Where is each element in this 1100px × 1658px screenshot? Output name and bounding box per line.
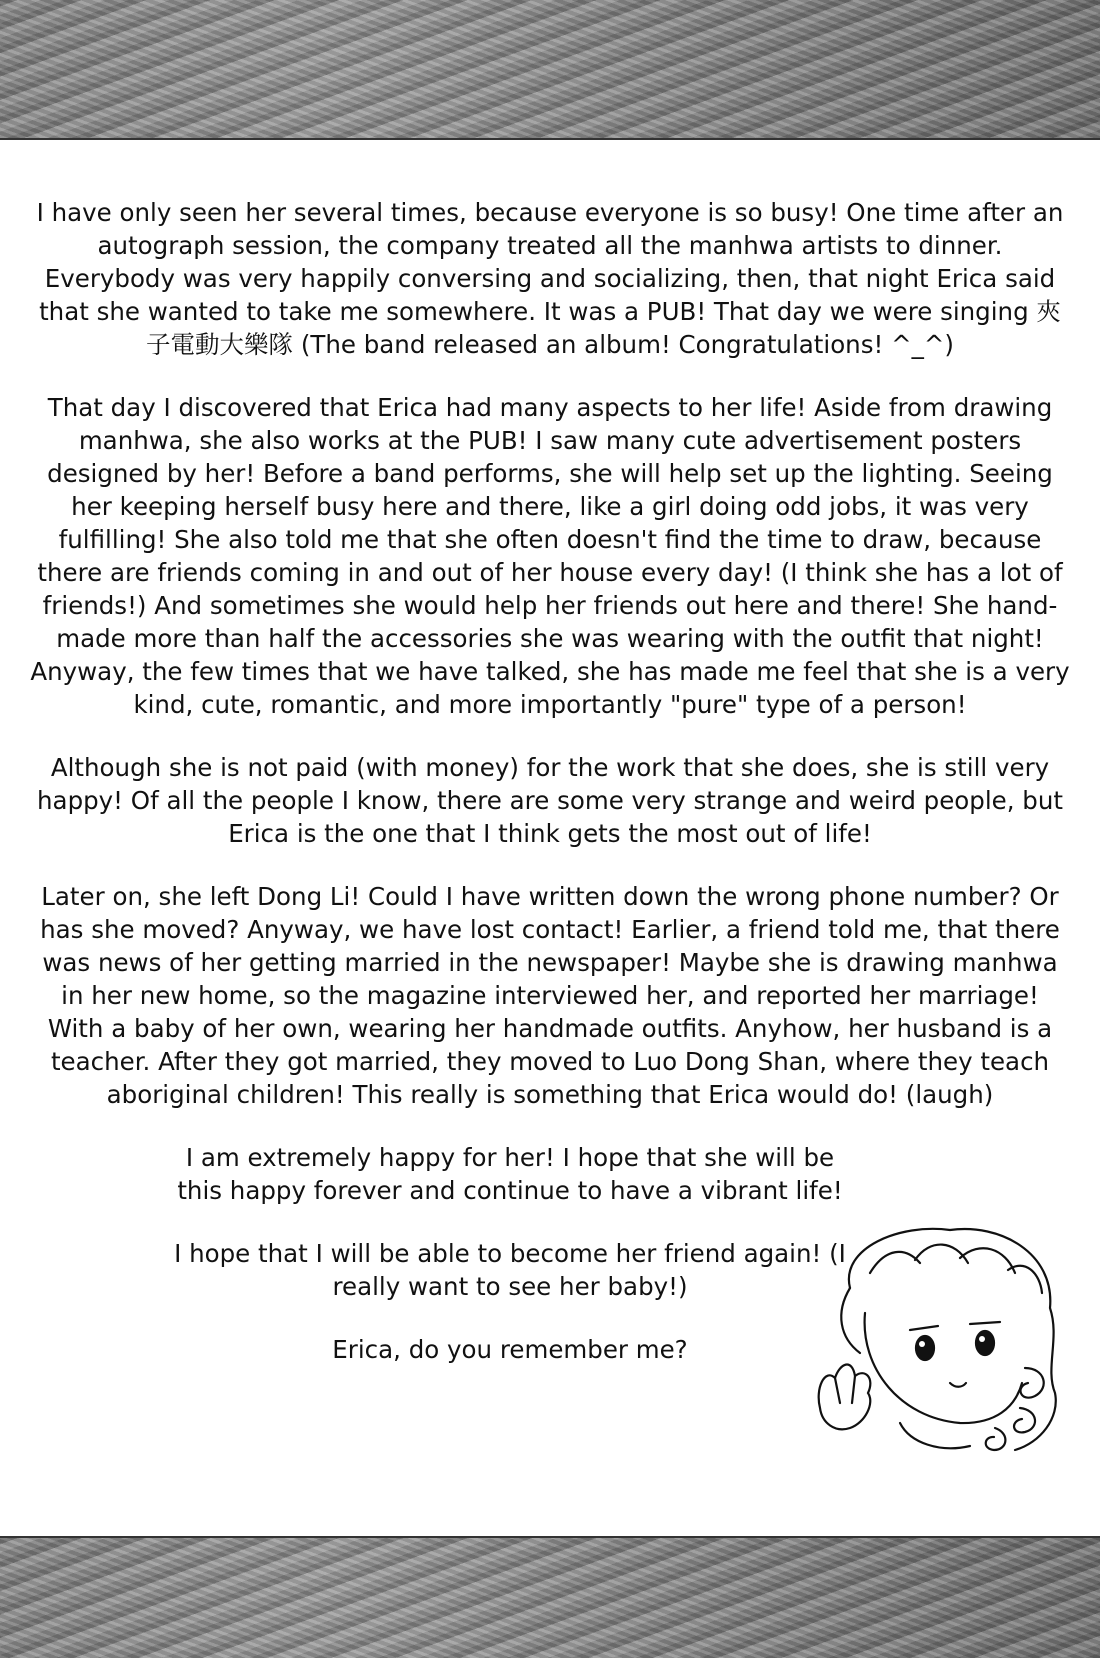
closing-paragraph-2: I hope that I will be able to become her friend again! (I really want to see her baby!) [174, 1239, 846, 1301]
closing-paragraph-3: Erica, do you remember me? [332, 1335, 688, 1364]
letter-body [30, 196, 1070, 1396]
paragraph-2: That day I discovered that Erica had many aspects to her life! Aside from drawing manhwa, she also works at the PUB! I saw many cute advertisement posters designed by her! Before a band performs, she will help set up the lighting. Seeing her keeping herself busy here and there, like a girl doing odd jobs, it was very fulfilling! She also told me that she often doesn't find the time to draw, because there are friends coming in and out of her house every day! (I think she has a lot of friends!) And sometimes she would help her friends out here and there! She hand-made more than half the accessories she was wearing with the outfit that night! Anyway, the few times that we have talked, she has made me feel that she is a very kind, cute, romantic, and more importantly "pure" type of a person! [30, 393, 1070, 719]
screentone-bottom-border [0, 1536, 1100, 1658]
screentone-top-border [0, 0, 1100, 140]
closing-paragraph-1: I am extremely happy for her! I hope that she will be this happy forever and continue to have a vibrant life! [177, 1143, 843, 1205]
paragraph-1: I have only seen her several times, because everyone is so busy! One time after an autograph session, the company treated all the manhwa artists to dinner. Everybody was very happily conversing and socializing, then, that night Erica said that she wanted to take me somewhere. It was a PUB! That day we were singing 夾子電動大樂隊 (The band released an album! Congratulations! ^_^) [36, 198, 1064, 359]
paragraph-3: Although she is not paid (with money) for the work that she does, she is still very happy! Of all the people I know, there are some very strange and weird people, but Erica is the one that I think gets the most out of life! [37, 753, 1063, 848]
paragraph-4: Later on, she left Dong Li! Could I have written down the wrong phone number? Or has she moved? Anyway, we have lost contact! Earlier, a friend told me, that there was news of her getting married in the newspaper! Maybe she is drawing manhwa in her new home, so the magazine interviewed her, and reported her marriage! With a baby of her own, wearing her handmade outfits. Anyhow, her husband is a teacher. After they got married, they moved to Luo Dong Shan, where they teach aboriginal children! This really is something that Erica would do! (laugh) [40, 882, 1060, 1109]
chibi-girl-illustration [810, 1218, 1080, 1473]
